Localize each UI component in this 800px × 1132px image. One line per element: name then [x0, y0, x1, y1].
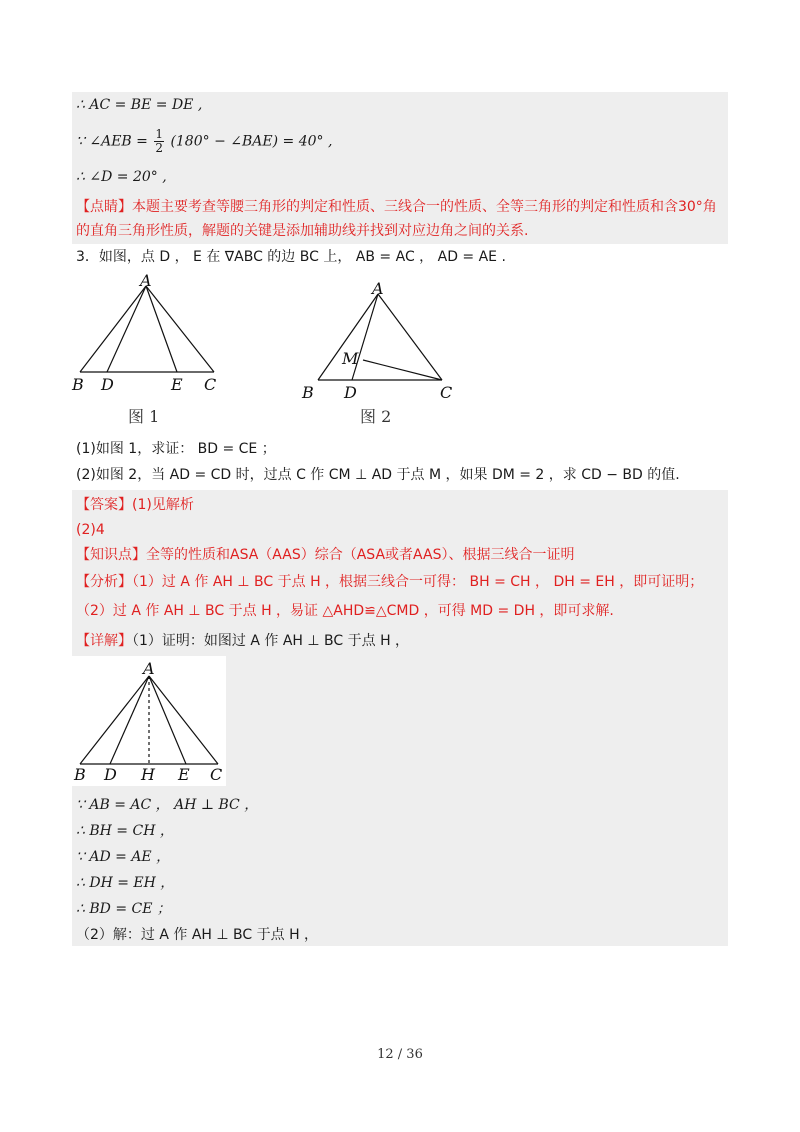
proof-line: ∴ AC = BE = DE , — [76, 97, 203, 113]
figure-3 — [72, 656, 226, 786]
answer-line-1: 【答案】(1)见解析 — [76, 497, 194, 513]
question-3-part-1: (1)如图 1，求证： BD = CE ； — [76, 441, 276, 457]
analysis-2: （2）过 A 作 AH ⊥ BC 于点 H ，易证 △AHD≌△CMD ，可得 MD = DH ，即可求解. — [76, 603, 614, 619]
fig3-label-h: H — [141, 765, 155, 784]
fig3-label-b: B — [74, 765, 86, 784]
answer-line-2: (2)4 — [76, 522, 105, 538]
proof-line-fraction: ∵ ∠AEB = $\frac{1}{2}$ (180° − ∠BAE) = 40° , — [76, 127, 333, 155]
fig2-caption: 图 2 — [360, 407, 392, 426]
proof-step: ∵ AD = AE ， — [76, 849, 171, 865]
question-3: 3．如图，点 D ， E 在 ∇ABC 的边 BC 上， AB = AC ， AD = AE . — [76, 249, 506, 265]
fig1-caption: 图 1 — [128, 407, 160, 426]
proof-step: ∴ DH = EH ， — [76, 875, 175, 891]
page-number: 12 / 36 — [377, 1047, 423, 1062]
fig3-label-e: E — [178, 765, 190, 784]
fig2-label-a: A — [372, 279, 384, 298]
detail-1: 【详解】（1）证明：如图过 A 作 AH ⊥ BC 于点 H ， — [76, 633, 410, 649]
tip-line: 【点睛】本题主要考查等腰三角形的判定和性质、三线合一的性质、全等三角形的判定和性质和含30°角 — [76, 199, 717, 215]
fig1-label-e: E — [171, 375, 183, 394]
fig2-label-b: B — [302, 383, 314, 402]
fig1-label-d: D — [101, 375, 114, 394]
fraction: $\frac{1}{2}$ — [155, 127, 163, 155]
analysis-1: 【分析】（1）过 A 作 AH ⊥ BC 于点 H ，根据三线合一可得： BH = CH ， DH = EH ，即可证明； — [76, 574, 704, 590]
proof-line: ∴ ∠D = 20° , — [76, 169, 167, 185]
fig1-label-a: A — [140, 272, 152, 290]
fig1-label-c: C — [204, 375, 217, 394]
figure-2 — [298, 278, 468, 438]
figure-1 — [70, 272, 230, 432]
fig2-label-c: C — [440, 383, 453, 402]
fig3-label-d: D — [104, 765, 117, 784]
fig3-label-a: A — [143, 659, 155, 678]
proof-step-part-2: （2）解：过 A 作 AH ⊥ BC 于点 H ， — [76, 927, 319, 943]
tip-line-2: 的直角三角形性质，解题的关键是添加辅助线并找到对应边角之间的关系. — [76, 223, 529, 239]
proof-step: ∴ BH = CH ， — [76, 823, 174, 839]
fig2-label-m: M — [342, 349, 359, 368]
fig3-label-c: C — [210, 765, 223, 784]
fig1-label-b: B — [72, 375, 84, 394]
proof-step: ∵ AB = AC ， AH ⊥ BC ， — [76, 797, 259, 813]
question-3-part-2: (2)如图 2，当 AD = CD 时，过点 C 作 CM ⊥ AD 于点 M ，如果 DM = 2 ，求 CD − BD 的值. — [76, 467, 680, 483]
proof-step: ∴ BD = CE ； — [76, 901, 171, 917]
fig2-label-d: D — [344, 383, 357, 402]
knowledge-point: 【知识点】全等的性质和ASA（AAS）综合（ASA或者AAS）、根据三线合一证明 — [76, 547, 575, 563]
